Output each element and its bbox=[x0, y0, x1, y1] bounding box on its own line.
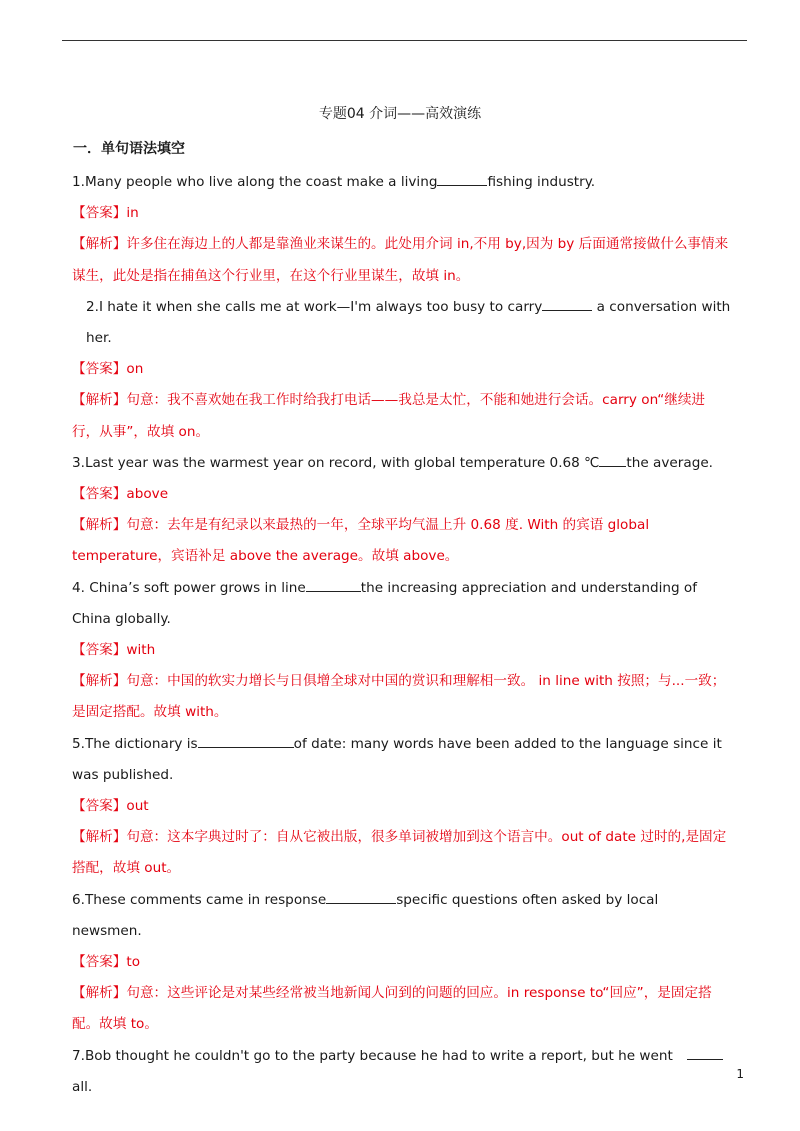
question-3: 3.Last year was the warmest year on record, with global temperature 0.68 ℃ the average. bbox=[72, 448, 732, 479]
answer-6: 【答案】to bbox=[72, 954, 141, 971]
analysis-2: 【解析】句意：我不喜欢她在我工作时给我打电话——我总是太忙，不能和她进行会话。carry on“继续进行，从事”，故填 on。 bbox=[72, 392, 706, 440]
answer-blank bbox=[542, 296, 592, 311]
answer-blank bbox=[599, 452, 626, 467]
section-heading: 一．单句语法填空 bbox=[73, 141, 185, 157]
answer-blank bbox=[306, 577, 361, 592]
question-5: 5.The dictionary is of date: many words have been added to the language since it was published. bbox=[72, 729, 732, 791]
page-number: 1 bbox=[736, 1067, 744, 1081]
question-1: 1.Many people who live along the coast make a living fishing industry. bbox=[72, 167, 732, 198]
answer-blank bbox=[198, 733, 294, 748]
analysis-6: 【解析】句意：这些评论是对某些经常被当地新闻人问到的问题的回应。in response to“回应”，是固定搭配。故填 to。 bbox=[72, 985, 712, 1033]
answer-blank bbox=[687, 1045, 723, 1060]
question-2: 2.I hate it when she calls me at work—I'm always too busy to carry a conversation with her. bbox=[72, 292, 732, 354]
page-title: 专题04 介词——高效演练 bbox=[318, 106, 482, 122]
analysis-3: 【解析】句意：去年是有纪录以来最热的一年，全球平均气温上升 0.68 度. With 的宾语 global temperature，宾语补足 above the average。故填 above。 bbox=[72, 517, 650, 565]
answer-4: 【答案】with bbox=[72, 642, 156, 659]
answer-1: 【答案】in bbox=[72, 205, 139, 222]
answer-3: 【答案】above bbox=[72, 486, 169, 503]
question-7: 7.Bob thought he couldn't go to the party because he had to write a report, but he wentall. bbox=[72, 1041, 732, 1103]
analysis-5: 【解析】句意：这本字典过时了：自从它被出版，很多单词被增加到这个语言中。out of date 过时的,是固定搭配，故填 out。 bbox=[72, 829, 727, 877]
answer-5: 【答案】out bbox=[72, 798, 149, 815]
answer-blank bbox=[437, 171, 487, 186]
analysis-4: 【解析】句意：中国的软实力增长与日俱增全球对中国的赏识和理解相一致。 in line with 按照；与...一致；是固定搭配。故填 with。 bbox=[72, 673, 726, 721]
question-list bbox=[72, 167, 732, 1103]
analysis-1: 【解析】许多住在海边上的人都是靠渔业来谋生的。此处用介词 in,不用 by,因为 by 后面通常接做什么事情来谋生，此处是指在捕鱼这个行业里，在这个行业里谋生，故填 in。 bbox=[72, 236, 729, 284]
header-rule bbox=[62, 40, 747, 41]
question-4: 4. China’s soft power grows in line the increasing appreciation and understanding of China globally. bbox=[72, 573, 732, 635]
answer-2: 【答案】on bbox=[72, 361, 144, 378]
answer-blank bbox=[326, 889, 396, 904]
question-6: 6.These comments came in response specific questions often asked by local newsmen. bbox=[72, 885, 732, 947]
